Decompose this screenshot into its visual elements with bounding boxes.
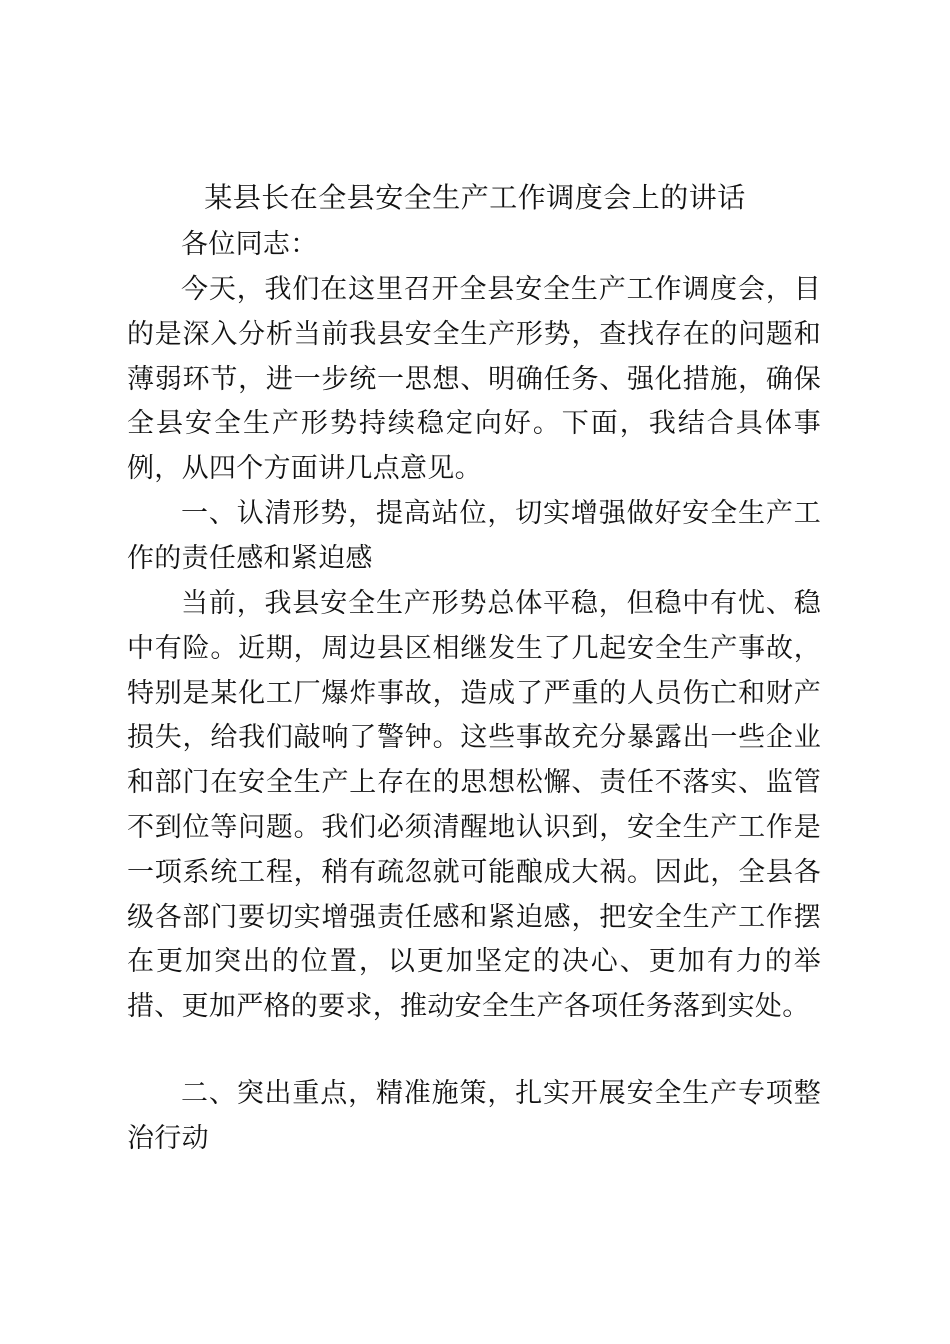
document-title: 某县长在全县安全生产工作调度会上的讲话: [204, 181, 746, 214]
section-heading-2: 二、突出重点，精准施策，扎实开展安全生产专项整治行动: [127, 1078, 821, 1154]
salutation: 各位同志：: [181, 229, 318, 260]
paragraph-section-1: 当前，我县安全生产形势总体平稳，但稳中有忧、稳中有险。近期，周边县区相继发生了几起安全生产事故，特别是某化工厂爆炸事故，造成了严重的人员伤亡和财产损失，给我们敲响了警钟。这些事故充分暴露出一些企业和部门在安全生产上存在的思想松懈、责任不落实、监管不到位等问题。我们必须清醒地认识到，安全生产工作是一项系统工程，稍有疏忽就可能酿成大祸。因此，全县各级各部门要切实增强责任感和紧迫感，把安全生产工作摆在更加突出的位置，以更加坚定的决心、更加有力的举措、更加严格的要求，推动安全生产各项任务落到实处。: [127, 588, 821, 1023]
section-heading-1: 一、认清形势，提高站位，切实增强做好安全生产工作的责任感和紧迫感: [127, 498, 821, 574]
paragraph-intro: 今天，我们在这里召开全县安全生产工作调度会，目的是深入分析当前我县安全生产形势，查找存在的问题和薄弱环节，进一步统一思想、明确任务、强化措施，确保全县安全生产形势持续稳定向好。下面，我结合具体事例，从四个方面讲几点意见。: [127, 274, 821, 485]
